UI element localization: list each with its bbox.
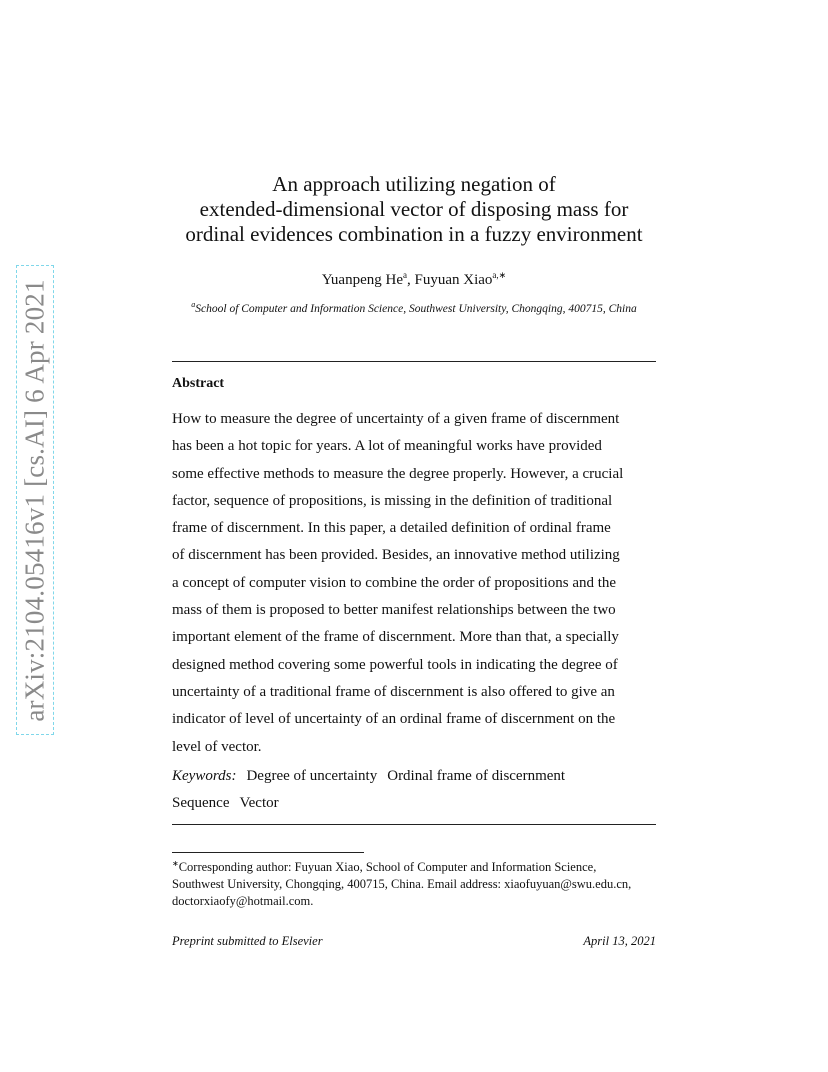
paper-title bbox=[160, 172, 668, 247]
footnote-rule bbox=[172, 852, 364, 853]
abstract-line: of discernment has been provided. Besides, an innovative method utilizing bbox=[172, 547, 620, 564]
keyword: Vector bbox=[239, 795, 279, 812]
author-list bbox=[160, 265, 668, 290]
preprint-note: Preprint submitted to Elsevier bbox=[172, 934, 323, 948]
abstract-line: mass of them is proposed to better manifest relationships between the two bbox=[172, 602, 616, 619]
footnote-mark: ∗ bbox=[172, 859, 179, 868]
footnote-text: Corresponding author: Fuyuan Xiao, School of Computer and Information Science, bbox=[178, 860, 597, 875]
abstract-line: uncertainty of a traditional frame of discernment is also offered to give an bbox=[172, 683, 615, 700]
abstract-line: designed method covering some powerful tools in indicating the degree of bbox=[172, 656, 618, 673]
abstract-line: How to measure the degree of uncertainty of a given frame of discernment bbox=[172, 411, 620, 427]
keyword: Degree of uncertainty bbox=[246, 768, 378, 784]
preprint-date: April 13, 2021 bbox=[583, 934, 656, 948]
author-1-affil-mark: a bbox=[403, 270, 407, 280]
title-line-1: An approach utilizing negation of bbox=[272, 172, 556, 196]
affiliation bbox=[160, 297, 668, 317]
footnote-line bbox=[172, 855, 658, 876]
bottom-rule bbox=[172, 824, 656, 825]
corresponding-author-footnote bbox=[172, 855, 658, 910]
author-separator: , bbox=[407, 272, 415, 288]
affiliation-mark: a bbox=[191, 300, 196, 309]
abstract-line: has been a hot topic for years. A lot of meaningful works have provided bbox=[172, 438, 602, 455]
abstract-line: indicator of level of uncertainty of an ordinal frame of discernment on the bbox=[172, 711, 616, 728]
abstract-line: some effective methods to measure the degree properly. However, a crucial bbox=[172, 465, 624, 482]
keywords bbox=[172, 763, 658, 818]
abstract-line: factor, sequence of propositions, is missing in the definition of traditional bbox=[172, 492, 613, 509]
author-2-affil-mark: a,∗ bbox=[492, 270, 507, 280]
abstract-line: level of vector. bbox=[172, 738, 262, 755]
title-line-2: extended-dimensional vector of disposing mass for bbox=[199, 197, 629, 221]
footnote-line: doctorxiaofy@hotmail.com. bbox=[172, 894, 314, 909]
footnote-line: Southwest University, Chongqing, 400715, China. Email address: xiaofuyuan@swu.edu.cn, bbox=[172, 877, 632, 892]
keyword: Ordinal frame of discernment bbox=[387, 768, 566, 784]
abstract-line: frame of discernment. In this paper, a detailed definition of ordinal frame bbox=[172, 520, 611, 537]
title-line-3: ordinal evidences combination in a fuzzy environment bbox=[185, 222, 643, 246]
keywords-label: Keywords: bbox=[172, 768, 237, 784]
abstract-line: important element of the frame of discernment. More than that, a specially bbox=[172, 629, 619, 646]
affiliation-text: School of Computer and Information Science, Southwest University, Chongqing, 400715, China bbox=[195, 302, 637, 315]
arxiv-stamp bbox=[16, 265, 54, 735]
keyword: Sequence bbox=[172, 795, 230, 812]
abstract-line: a concept of computer vision to combine the order of propositions and the bbox=[172, 574, 617, 591]
abstract-body bbox=[172, 406, 658, 761]
abstract-heading: Abstract bbox=[172, 376, 225, 391]
top-rule bbox=[172, 361, 656, 362]
arxiv-stamp-text: arXiv:2104.05416v1 [cs.AI] 6 Apr 2021 bbox=[19, 278, 50, 722]
author-1-name: Yuanpeng He bbox=[321, 272, 403, 288]
author-2-name: Fuyuan Xiao bbox=[414, 272, 493, 288]
